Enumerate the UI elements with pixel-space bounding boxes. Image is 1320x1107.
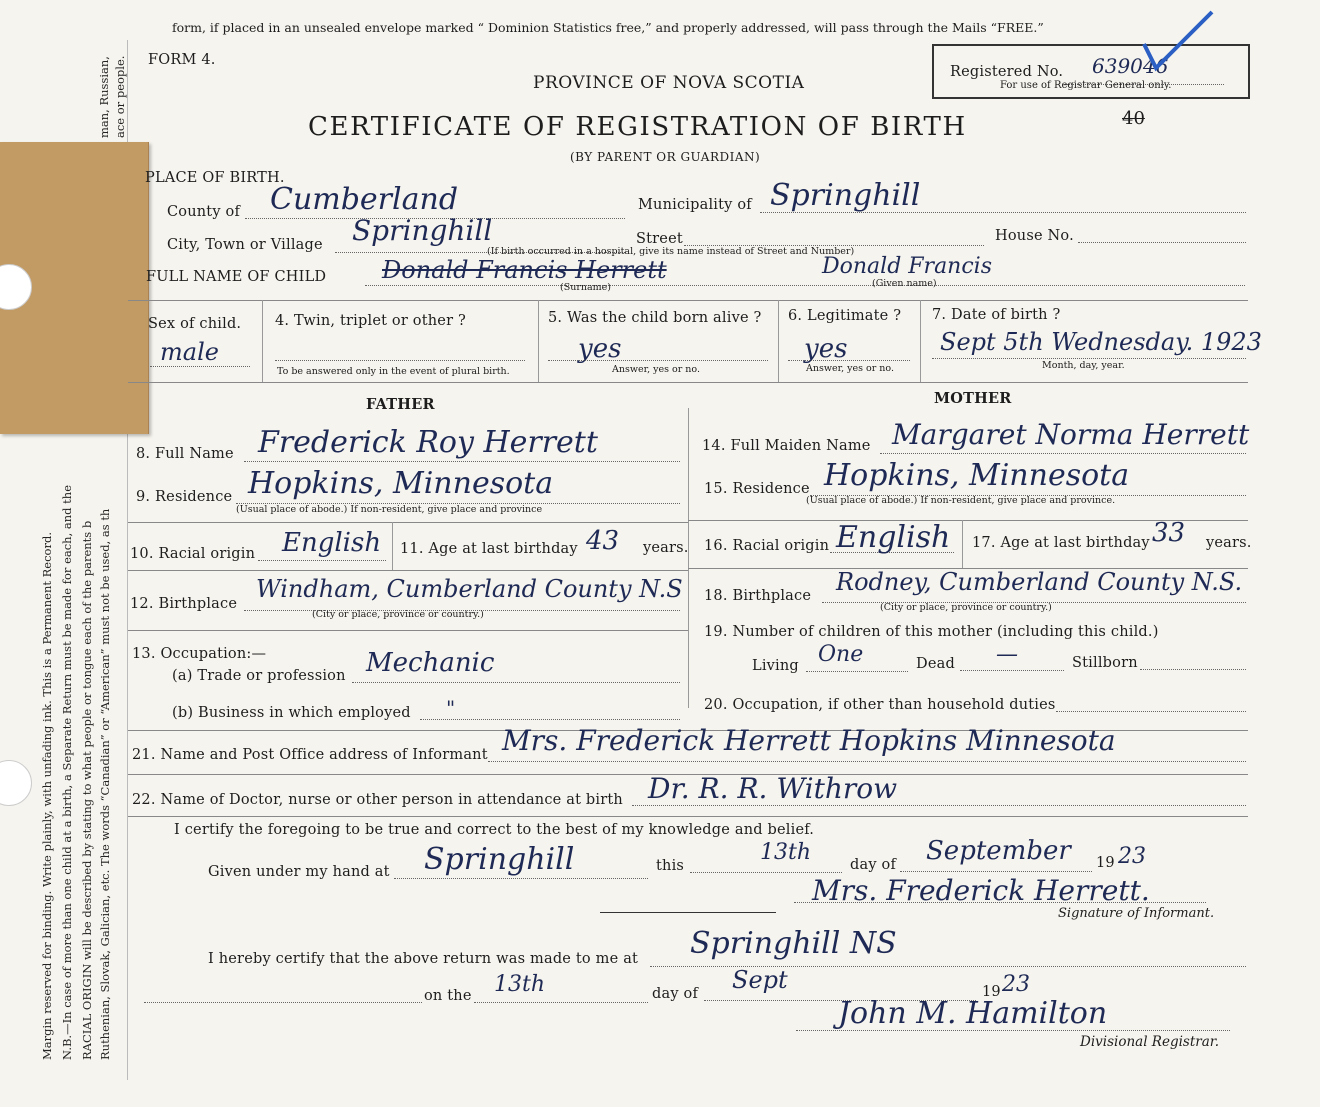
- registrar-year-value: 23: [1002, 972, 1030, 997]
- informant-signature: Mrs. Frederick Herrett.: [812, 874, 1150, 907]
- father-bp-value: Windham, Cumberland County N.S: [256, 575, 683, 603]
- father-heading: FATHER: [366, 396, 435, 413]
- signature-rule-left: [600, 912, 776, 913]
- father-race-value: English: [282, 528, 382, 558]
- father-name-line: [244, 461, 680, 462]
- sex-line: [150, 366, 250, 367]
- mother-age-unit: years.: [1206, 535, 1252, 551]
- rule-father-bp: [128, 630, 688, 631]
- rule-father-age: [392, 522, 393, 570]
- legit-value: yes: [804, 334, 848, 364]
- mail-notice: form, if placed in an unsealed envelope marked “ Dominion Statistics free,” and properly addressed, will pass through the Mails “FREE.”: [172, 20, 1044, 35]
- municipality-label: Municipality of: [638, 197, 752, 213]
- reg-number: 639046: [1092, 54, 1169, 78]
- mother-dead-label: Dead: [916, 656, 955, 672]
- county-label: County of: [167, 204, 241, 220]
- mother-age-label: 17. Age at last birthday: [972, 535, 1150, 551]
- informant-line: [488, 761, 1246, 762]
- registrar-month-value: Sept: [732, 966, 788, 994]
- mother-res-note: (Usual place of abode.) If non-resident, give place and province.: [806, 495, 1116, 506]
- certificate-subtitle: (BY PARENT OR GUARDIAN): [570, 150, 761, 164]
- father-res-label: 9. Residence: [136, 489, 233, 505]
- sex-label: Sex of child.: [148, 316, 242, 332]
- rule-row3-bottom: [128, 382, 1248, 383]
- margin-note-top-2: ace or people.: [113, 55, 127, 138]
- child-given-value: Donald Francis: [822, 254, 992, 279]
- alive-label: 5. Was the child born alive ?: [548, 310, 762, 326]
- rule-center: [688, 408, 689, 708]
- father-age-unit: years.: [643, 540, 689, 556]
- certify-statement: I certify the foregoing to be true and correct to the best of my knowledge and belief.: [174, 822, 815, 838]
- mother-bp-value: Rodney, Cumberland County N.S.: [836, 568, 1243, 596]
- street-label: Street: [636, 231, 683, 247]
- rule-v2: [538, 300, 539, 382]
- father-res-note: (Usual place of abode.) If non-resident, give place and province: [236, 504, 543, 515]
- registrar-place-value: Springhill NS: [690, 926, 897, 961]
- city-label: City, Town or Village: [167, 237, 323, 253]
- mother-occ-label: 20. Occupation, if other than household duties: [704, 697, 1056, 713]
- margin-note-binding: Margin reserved for binding. Write plainly, with unfading ink. This is a Permanent Record.: [40, 532, 54, 1060]
- certify-year-prefix: 19: [1096, 855, 1115, 871]
- punch-hole-bottom: [0, 760, 32, 806]
- registrar-statement: I hereby certify that the above return was made to me at: [208, 951, 639, 967]
- mother-name-value: Margaret Norma Herrett: [892, 418, 1250, 451]
- dob-line: [932, 358, 1246, 359]
- rule-v3: [778, 300, 779, 382]
- twin-line: [275, 360, 525, 361]
- mother-occ-line: [1056, 711, 1246, 712]
- blue-check-mark: [1138, 6, 1218, 78]
- rule-certify-top: [128, 816, 1248, 817]
- hospital-note: (If birth occurred in a hospital, give its name instead of Street and Number): [487, 246, 855, 257]
- mother-bp-note: (City or place, province or country.): [880, 602, 1052, 613]
- registrar-signature: John M. Hamilton: [838, 996, 1108, 1031]
- informant-value: Mrs. Frederick Herrett Hopkins Minnesota: [502, 724, 1116, 757]
- certify-month-line: [900, 871, 1092, 872]
- this-line: [690, 872, 842, 873]
- father-business-label: (b) Business in which employed: [172, 705, 411, 721]
- father-business-value: ": [446, 696, 456, 720]
- given-place-value: Springhill: [424, 842, 575, 877]
- form-number: FORM 4.: [148, 52, 216, 68]
- mother-race-label: 16. Racial origin: [704, 538, 830, 554]
- dob-label: 7. Date of birth ?: [932, 307, 1061, 323]
- county-value: Cumberland: [270, 182, 459, 217]
- certificate-title: CERTIFICATE OF REGISTRATION OF BIRTH: [308, 112, 967, 142]
- father-name-label: 8. Full Name: [136, 446, 234, 462]
- legit-label: 6. Legitimate ?: [788, 308, 902, 324]
- mother-dead-line: [960, 670, 1064, 671]
- sex-value: male: [160, 338, 219, 366]
- mother-dead-value: —: [996, 642, 1018, 667]
- registrar-signature-caption: Divisional Registrar.: [1080, 1034, 1220, 1050]
- margin-note-racial-origin: RACIAL ORIGIN will be described by stating to what people or tongue each of the parents b: [80, 520, 94, 1060]
- doctor-value: Dr. R. R. Withrow: [648, 772, 898, 805]
- father-trade-line: [352, 682, 680, 683]
- father-age-value: 43: [586, 526, 620, 556]
- father-occ-label: 13. Occupation:—: [132, 646, 267, 662]
- mother-name-label: 14. Full Maiden Name: [702, 438, 871, 454]
- father-res-value: Hopkins, Minnesota: [248, 466, 554, 501]
- mother-living-value: One: [818, 642, 864, 667]
- twin-label: 4. Twin, triplet or other ?: [275, 313, 466, 329]
- mother-children-label: 19. Number of children of this mother (including this child.): [704, 624, 1159, 640]
- struck-number: 40: [1122, 108, 1145, 129]
- certify-month-value: September: [926, 836, 1071, 866]
- mother-res-label: 15. Residence: [704, 481, 810, 497]
- given-place-line: [394, 878, 648, 879]
- legit-line: [788, 360, 910, 361]
- alive-value: yes: [578, 334, 622, 364]
- mother-still-line: [1140, 669, 1246, 670]
- mother-living-label: Living: [752, 658, 799, 674]
- dob-note: Month, day, year.: [1042, 360, 1125, 371]
- dob-value: Sept 5th Wednesday. 1923: [940, 328, 1262, 356]
- mother-race-value: English: [836, 520, 951, 555]
- father-business-line: [420, 719, 680, 720]
- registrar-day-value: 13th: [494, 972, 546, 997]
- house-label: House No.: [995, 228, 1074, 244]
- mother-res-value: Hopkins, Minnesota: [824, 458, 1130, 493]
- province-heading: PROVINCE OF NOVA SCOTIA: [533, 73, 805, 93]
- mother-living-line: [806, 671, 908, 672]
- house-line: [1078, 242, 1246, 243]
- child-surname-value: Donald Francis Herrett: [382, 256, 667, 284]
- rule-father-res: [128, 522, 688, 523]
- rule-v1: [262, 300, 263, 382]
- surname-note: (Surname): [560, 282, 611, 293]
- child-name-label: FULL NAME OF CHILD: [146, 269, 327, 285]
- city-value: Springhill: [352, 214, 493, 247]
- doctor-label: 22. Name of Doctor, nurse or other person in attendance at birth: [132, 792, 623, 808]
- registrar-onthe-pre-line: [144, 1002, 422, 1003]
- father-trade-value: Mechanic: [366, 648, 495, 678]
- reg-note: For use of Registrar General only.: [1000, 80, 1172, 91]
- father-race-label: 10. Racial origin: [130, 546, 256, 562]
- father-name-value: Frederick Roy Herrett: [258, 425, 598, 460]
- father-trade-label: (a) Trade or profession: [172, 668, 346, 684]
- this-label: this: [656, 858, 685, 874]
- registrar-year-prefix: 19: [982, 984, 1001, 1000]
- alive-line: [548, 360, 768, 361]
- place-of-birth-heading: PLACE OF BIRTH.: [145, 170, 285, 186]
- rule-father-race: [128, 570, 688, 571]
- informant-signature-caption: Signature of Informant.: [1058, 906, 1215, 921]
- registrar-onthe-label: on the: [424, 988, 472, 1004]
- rule-v4: [920, 300, 921, 382]
- child-name-line: [365, 285, 1245, 286]
- certify-year-value: 23: [1118, 844, 1146, 869]
- mother-age-value: 33: [1152, 518, 1186, 548]
- father-race-line: [258, 560, 386, 561]
- twin-note: To be answered only in the event of plural birth.: [277, 366, 510, 377]
- alive-note: Answer, yes or no.: [612, 364, 701, 375]
- certify-dayof-label: day of: [850, 857, 897, 873]
- given-note: (Given name): [872, 278, 937, 289]
- mother-still-label: Stillborn: [1072, 655, 1138, 671]
- rule-mother-age: [962, 520, 963, 568]
- father-bp-note: (City or place, province or country.): [312, 609, 484, 620]
- municipality-value: Springhill: [770, 178, 921, 213]
- doctor-line: [632, 805, 1246, 806]
- legit-note: Answer, yes or no.: [806, 363, 895, 374]
- this-value: 13th: [760, 840, 812, 865]
- father-age-label: 11. Age at last birthday: [400, 541, 578, 557]
- registrar-day-line: [474, 1002, 648, 1003]
- mother-name-line: [880, 453, 1246, 454]
- mother-heading: MOTHER: [934, 390, 1012, 407]
- mother-bp-label: 18. Birthplace: [704, 588, 812, 604]
- given-label: Given under my hand at: [208, 864, 390, 880]
- margin-note-canadian: Ruthenian, Slovak, Galician, etc. The words “Canadian” or “American” must not be used, as th: [98, 508, 112, 1060]
- rule-row3-top: [128, 300, 1248, 301]
- reg-label: Registered No.: [950, 64, 1064, 80]
- margin-note-separate-return: N.B.—In case of more than one child at a birth, a Separate Return must be made for each, and the: [60, 484, 74, 1060]
- informant-label: 21. Name and Post Office address of Informant: [132, 747, 488, 763]
- father-bp-label: 12. Birthplace: [130, 596, 238, 612]
- margin-note-top-1: man, Russian,: [97, 56, 111, 138]
- registrar-dayof-label: day of: [652, 986, 699, 1002]
